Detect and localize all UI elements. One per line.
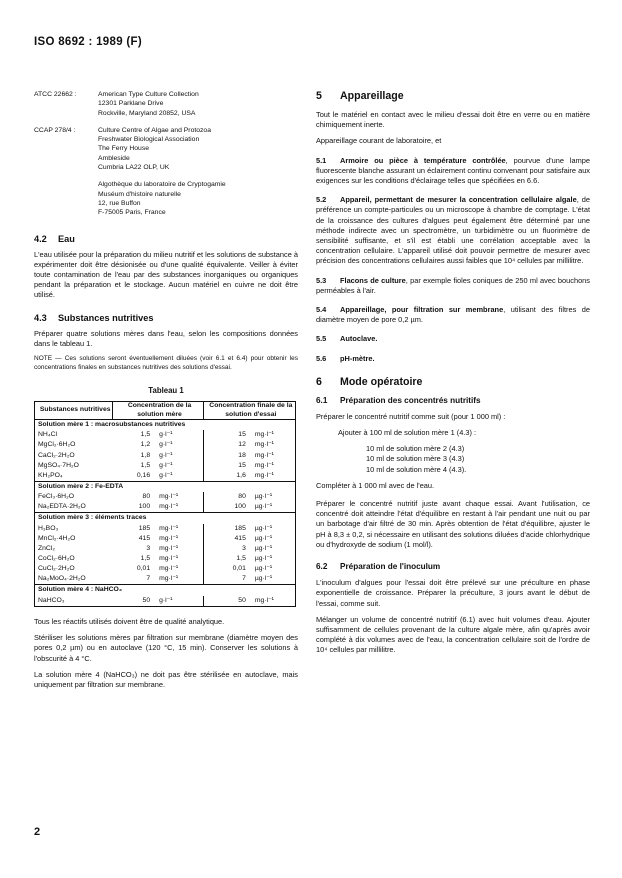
reference-line: Ambleside: [98, 154, 130, 162]
apparatus-text: , par exemple fioles coniques de 250 ml avec bouchons perméables à l'air.: [316, 275, 590, 295]
final-unit: mg·l⁻¹: [252, 430, 296, 440]
apparatus-number: 5.6: [316, 353, 327, 363]
nutrient-table: [34, 401, 296, 607]
section-6-1-heading: 6.1 Préparation des concentrés nutritifs: [316, 395, 481, 405]
reference-line: F-75005 Paris, France: [98, 209, 166, 217]
substance-name: FeCl₃·6H₂O: [35, 492, 113, 502]
apparatus-number: 5.3: [316, 275, 327, 285]
apparatus-list: [316, 147, 590, 364]
substance-name: Na₂EDTA·2H₂O: [35, 502, 113, 513]
sterilization-text: Stériliser les solutions mères par filtration sur membrane (diamètre moyen des pores 0,2 µm) ou en autoclave (120 °C, 15 min). Conserver les solutions à l'obscurité à 4 °C.: [34, 633, 298, 663]
final-value: 100: [234, 503, 246, 511]
reference-line: Freshwater Biological Association: [98, 136, 200, 144]
substance-name: MgCl₂·6H₂O: [35, 440, 113, 450]
stock-value: 0,16: [136, 471, 151, 479]
section-spacer: [316, 147, 590, 156]
section-6-1-line: 10 ml de solution mère 2 (4.3): [366, 444, 465, 454]
table-section-title: Solution mère 3 : éléments traces: [35, 513, 296, 524]
table-section-row: [35, 481, 296, 492]
reference-address: [98, 90, 199, 118]
section-spacer: [316, 186, 590, 195]
reference-line: American Type Culture Collection: [98, 91, 199, 98]
section-6-2-text-2: Mélanger un volume de concentré nutritif (6.1) avec huit volumes d'eau. Ajouter suffisamment de cellules provenant de la culture algale mère, afin qu'après avoir complété à dix volumes avec de l'eau, la concentration cellulaire soit de l'ordre de 10⁴ cellules par millilitre.: [316, 614, 590, 655]
reagents-quality-text: Tous les réactifs utilisés doivent être de qualité analytique.: [34, 616, 225, 626]
final-value: 0,01: [232, 565, 246, 573]
table-row: [35, 524, 296, 534]
section-5-heading: 5 Appareillage: [316, 90, 404, 102]
apparatus-item: [316, 156, 590, 187]
stock-value: 1,5: [140, 555, 151, 563]
table-section-row: [35, 513, 296, 524]
apparatus-item: [316, 334, 590, 344]
table-section-title: Solution mère 1 : macrosubstances nutritives: [35, 419, 296, 430]
table-row: [35, 430, 296, 440]
final-value: 15: [238, 431, 246, 439]
stock-value: 185: [138, 524, 151, 532]
apparatus-title: Armoire ou pièce à température contrôlée: [340, 155, 506, 165]
final-unit: mg·l⁻¹: [252, 596, 296, 607]
section-6-1-line: 10 ml de solution mère 4 (4.3).: [366, 464, 467, 474]
stock-value: 1,5: [140, 461, 151, 469]
header-substances: Substances nutritives: [35, 402, 113, 420]
final-value: 15: [238, 461, 246, 469]
section-6-1-text: Préparer le concentré nutritif juste avant chaque essai. Avant l'utilisation, ce concentré doit atteindre l'état d'équilibre en restant à l'air pendant une nuit ou par un barbotage d'air filtré de 30 min. Après obtention de l'état d'équilibre, ajuster le pH à 8,3 ± 0,2, si nécessaire en utilisant des solutions diluées d'acide chlorhydrique ou d'hydroxyde de sodium (1 mol/l).: [316, 499, 590, 549]
section-4-3-text: Préparer quatre solutions mères dans l'eau, selon les compositions données dans le tableau 1.: [34, 328, 298, 348]
reference-list: [34, 90, 298, 218]
final-unit: mg·l⁻¹: [252, 471, 296, 482]
stock-unit: g·l⁻¹: [156, 461, 203, 471]
header-final-concentration: Concentration finale de la solution d'essai: [203, 402, 295, 420]
apparatus-text: , de préférence un compte-particules ou un microscope à chambre de comptage. L'état de la croissance des cultures d'algues peut également être déterminé par une méthode indirecte avec un spectromètre, un turbidimètre ou un fluorimètre de sensibilité suffisante, et s'il est établi une corrélation acceptable avec la concentration cellulaire. L'appareil utilisé doit pouvoir permettre de mesurer avec précision des concentrations cellulaires aussi faibles que 10⁴ cellules par millilitre.: [316, 195, 591, 266]
section-6-1-add: Ajouter à 100 ml de solution mère 1 (4.3) :: [338, 428, 477, 438]
section-spacer: [316, 325, 590, 334]
stock-unit: mg·l⁻¹: [156, 544, 203, 554]
table-row: [35, 564, 296, 574]
apparatus-text: , pourvue d'une lampe fluorescente blanche assurant un éclairement continu convenant pour satisfaire aux exigences sur les conditions d'éclairage telles que spécifiées en 6.6.: [316, 155, 590, 186]
table-row: [35, 492, 296, 502]
reference-line: Cumbria LA22 OLP, UK: [98, 164, 170, 172]
final-unit: µg·l⁻¹: [252, 492, 296, 502]
section-4-3-note: NOTE — Ces solutions seront éventuellement diluées (voir 6.1 et 6.4) pour obtenir les concentrations finales en substances nutritives des solutions d'essai.: [34, 354, 298, 371]
stock-unit: mg·l⁻¹: [156, 574, 203, 585]
reference-code: [34, 180, 98, 217]
substance-name: MnCl₂·4H₂O: [35, 534, 113, 544]
section-4-2-heading: 4.2 Eau: [34, 233, 75, 244]
final-value: 50: [203, 596, 252, 607]
apparatus-item: [316, 276, 590, 296]
stock-value: 7: [146, 575, 151, 583]
final-value: 7: [242, 575, 246, 583]
table-row: [35, 534, 296, 544]
stock-value: 415: [138, 534, 151, 542]
reference-line: Rockville, Maryland 20852, USA: [98, 109, 196, 117]
substance-name: Na₂MoO₄·2H₂O: [35, 574, 113, 585]
table-row: [35, 574, 296, 585]
table-caption: Tableau 1: [148, 386, 184, 396]
stock-value: 1,2: [140, 441, 151, 449]
stock-unit: mg·l⁻¹: [156, 534, 203, 544]
apparatus-number: 5.1: [316, 155, 327, 165]
stock-value: 1,5: [140, 431, 151, 439]
stock-value: 100: [138, 503, 151, 511]
final-unit: µg·l⁻¹: [252, 564, 296, 574]
reference-line: 12301 Parklane Drive: [98, 100, 164, 108]
header-stock-concentration: Concentration de la solution mère: [113, 402, 203, 420]
table-row: [35, 461, 296, 471]
substance-name: NaHCO₃: [35, 596, 113, 607]
reference-code: ATCC 22662 :: [34, 91, 77, 98]
section-4-2-text: L'eau utilisée pour la préparation du milieu nutritif et les solutions de substance à expérimenter doit être désionisée ou d'une qualité équivalente. Veiller à éviter toute contamination de l'eau par des substances inorganiques ou organiques pendant la préparation et le stockage. Aucun matériel en cuivre ne doit être utilisé.: [34, 249, 298, 300]
final-value: 18: [238, 451, 246, 459]
stock-unit: g·l⁻¹: [156, 596, 203, 607]
final-unit: mg·l⁻¹: [252, 451, 296, 461]
stock-value: 3: [146, 545, 151, 553]
final-unit: mg·l⁻¹: [252, 440, 296, 450]
final-unit: µg·l⁻¹: [252, 574, 296, 585]
reference-line: Algothèque du laboratoire de Cryptogamie: [98, 181, 226, 189]
apparatus-text: , utilisant des filtres de diamètre moyen de pore 0,2 µm.: [316, 305, 591, 325]
stock-value: 80: [142, 493, 151, 501]
stock4-note-text: La solution mère 4 (NaHCO₃) ne doit pas être stérilisée en autoclave, mais uniquement par filtration sur membrane.: [34, 669, 298, 689]
apparatus-title: Appareil, permettant de mesurer la concentration cellulaire algale: [340, 195, 577, 205]
apparatus-title: Appareillage, pour filtration sur membrane: [340, 305, 504, 315]
section-4-3-heading: 4.3 Substances nutritives: [34, 312, 154, 323]
final-value: 1,5: [236, 555, 246, 563]
stock-value: 1,8: [140, 451, 151, 459]
final-value: 3: [242, 545, 246, 553]
stock-unit: g·l⁻¹: [156, 430, 203, 440]
substance-name: CoCl₂·6H₂O: [35, 554, 113, 564]
final-unit: µg·l⁻¹: [252, 554, 296, 564]
table-row: [35, 451, 296, 461]
stock-unit: g·l⁻¹: [156, 471, 203, 482]
stock-unit: g·l⁻¹: [156, 451, 203, 461]
reference-line: Culture Centre of Algae and Protozoa: [98, 126, 211, 134]
final-value: 12: [238, 441, 246, 449]
substance-name: ZnCl₂: [35, 544, 113, 554]
section-6-1-line: 10 ml de solution mère 3 (4.3): [366, 454, 465, 464]
final-unit: µg·l⁻¹: [252, 534, 296, 544]
apparatus-title: pH-mètre.: [340, 353, 375, 363]
substance-name: CuCl₂·2H₂O: [35, 564, 113, 574]
reference-entry: [34, 90, 298, 118]
reference-line: Muséum d'histoire naturelle: [98, 190, 181, 198]
table-row: [35, 502, 296, 513]
apparatus-number: 5.2: [316, 195, 327, 205]
table-row: [35, 554, 296, 564]
stock-unit: mg·l⁻¹: [156, 502, 203, 513]
table-row: [35, 440, 296, 450]
table-section-row: [35, 419, 296, 430]
apparatus-number: 5.5: [316, 334, 327, 344]
left-column: [34, 90, 298, 690]
stock-unit: mg·l⁻¹: [156, 554, 203, 564]
stock-value: 50: [113, 596, 156, 607]
final-unit: µg·l⁻¹: [252, 544, 296, 554]
reference-entry: [34, 180, 298, 217]
apparatus-item: [316, 354, 590, 364]
stock-unit: mg·l⁻¹: [156, 524, 203, 534]
table-row: [35, 544, 296, 554]
table-row: [35, 471, 296, 482]
final-value: 415: [234, 534, 246, 542]
table-section-title: Solution mère 2 : Fe-EDTA: [35, 481, 296, 492]
section-5-intro-2: Appareillage courant de laboratoire, et: [316, 136, 442, 146]
final-value: 1,6: [236, 471, 246, 479]
apparatus-title: Autoclave.: [340, 334, 378, 344]
apparatus-item: [316, 195, 590, 266]
substance-name: NH₄Cl: [35, 430, 113, 440]
apparatus-item: [316, 305, 590, 325]
final-unit: µg·l⁻¹: [252, 524, 296, 534]
document-header: ISO 8692 : 1989 (F): [34, 36, 142, 48]
reference-line: 12, rue Buffon: [98, 199, 141, 207]
final-value: 80: [238, 493, 246, 501]
final-unit: µg·l⁻¹: [252, 502, 296, 513]
substance-name: KH₂PO₄: [35, 471, 113, 482]
substance-name: MgSO₄·7H₂O: [35, 461, 113, 471]
stock-value: 0,01: [136, 565, 151, 573]
table-section-row: [35, 585, 296, 596]
section-6-2-text-1: L'inoculum d'algues pour l'essai doit être prélevé sur une préculture en phase exponentielle de croissance. Préparer la préculture, 3 jours avant le début de l'essai, comme suit.: [316, 578, 590, 608]
final-value: 185: [234, 524, 246, 532]
section-6-1-complete: Compléter à 1 000 ml avec de l'eau.: [316, 480, 435, 490]
stock-unit: g·l⁻¹: [156, 440, 203, 450]
reference-address: [98, 126, 211, 172]
substance-name: CaCl₂·2H₂O: [35, 451, 113, 461]
table-section-title: Solution mère 4 : NaHCO₃: [35, 585, 296, 596]
section-6-2-heading: 6.2 Préparation de l'inoculum: [316, 562, 441, 572]
stock-unit: mg·l⁻¹: [156, 492, 203, 502]
apparatus-title: Flacons de culture: [340, 275, 406, 285]
table-row: [35, 596, 296, 607]
stock-unit: mg·l⁻¹: [156, 564, 203, 574]
final-unit: mg·l⁻¹: [252, 461, 296, 471]
section-spacer: [316, 267, 590, 276]
apparatus-number: 5.4: [316, 305, 327, 315]
section-spacer: [316, 296, 590, 305]
substance-name: H₃BO₃: [35, 524, 113, 534]
reference-address: [98, 180, 226, 217]
section-5-intro: Tout le matériel en contact avec le milieu d'essai doit être en verre ou en matière chimiquement inerte.: [316, 110, 590, 130]
reference-code: CCAP 278/4 :: [34, 126, 76, 134]
section-6-1-intro: Préparer le concentré nutritif comme suit (pour 1 000 ml) :: [316, 411, 506, 421]
right-column: [316, 90, 590, 656]
page-number: 2: [34, 826, 41, 838]
reference-entry: [34, 126, 298, 172]
section-spacer: [316, 345, 590, 354]
section-6-heading: 6 Mode opératoire: [316, 375, 423, 388]
reference-line: The Ferry House: [98, 145, 149, 153]
